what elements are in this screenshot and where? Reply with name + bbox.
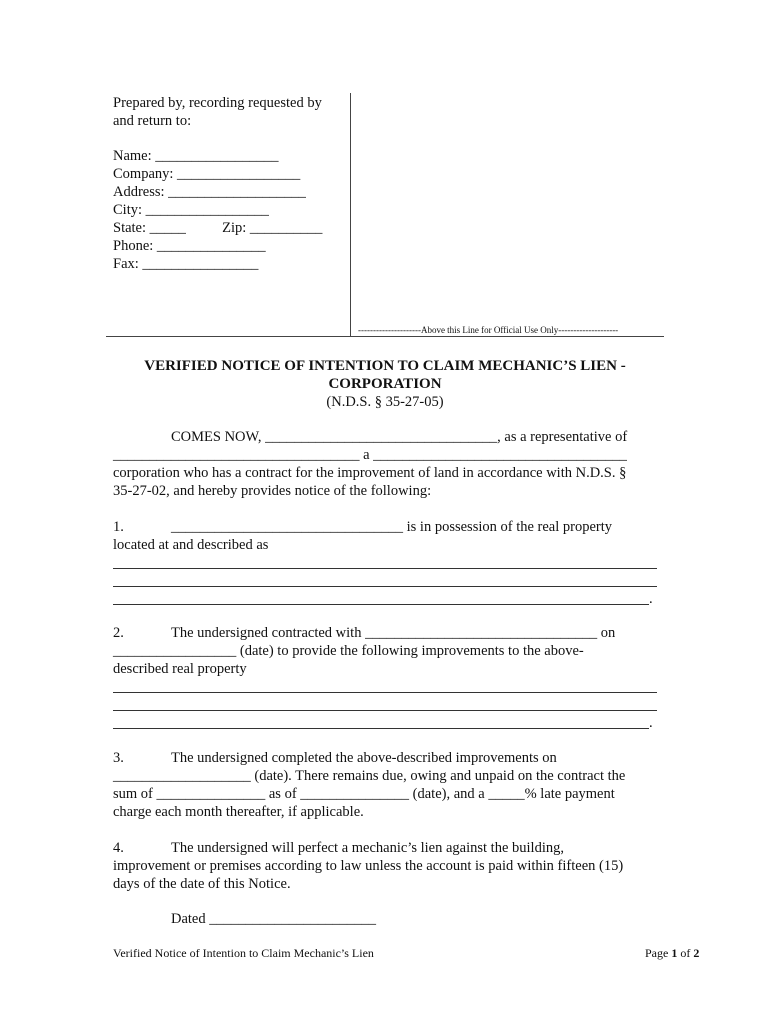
- header-divider-vertical: [350, 93, 351, 336]
- intro-line4: 35-27-02, and hereby provides notice of the following:: [113, 483, 432, 499]
- section3-line4: charge each month thereafter, if applicable.: [113, 804, 364, 820]
- intro-line2: __________________________________ a ___________________________________: [113, 447, 627, 463]
- fax-field: Fax: ________________: [113, 256, 259, 272]
- page-indicator: [645, 946, 699, 961]
- phone-field: Phone: _______________: [113, 238, 266, 254]
- section2-line1: The undersigned contracted with ________________________________ on: [171, 625, 616, 641]
- page-of: of: [677, 946, 694, 960]
- section4-line1: The undersigned will perfect a mechanic’s lien against the building,: [171, 840, 564, 856]
- section3-number: 3.: [113, 750, 124, 766]
- statute-reference: (N.D.S. § 35-27-05): [326, 394, 444, 410]
- document-title-line2: CORPORATION: [328, 376, 442, 392]
- section4-number: 4.: [113, 840, 124, 856]
- section2-line3: described real property: [113, 661, 247, 677]
- section1-line2: located at and described as: [113, 537, 269, 553]
- document-title-line1: VERIFIED NOTICE OF INTENTION TO CLAIM MECHANIC’S LIEN -: [144, 358, 626, 374]
- section4-line3: days of the date of this Notice.: [113, 876, 291, 892]
- company-field: Company: _________________: [113, 166, 301, 182]
- intro-line1: COMES NOW, ________________________________, as a representative of: [171, 429, 628, 445]
- section1-blank-line: [113, 604, 649, 605]
- section2-line2: _________________ (date) to provide the following improvements to the above-: [113, 643, 584, 659]
- intro-line3: corporation who has a contract for the improvement of land in accordance with N.D.S. §: [113, 465, 627, 481]
- section1-number: 1.: [113, 519, 124, 535]
- address-field: Address: ___________________: [113, 184, 306, 200]
- section3-line3: sum of _______________ as of _______________ (date), and a _____% late payment: [113, 786, 615, 802]
- dated-field: Dated _______________________: [171, 911, 376, 927]
- section2-blank-line: [113, 692, 657, 693]
- section1-period: .: [649, 591, 653, 607]
- section3-line2: ___________________ (date). There remains due, owing and unpaid on the contract the: [113, 768, 626, 784]
- prepared-by-label: Prepared by, recording requested by: [113, 95, 322, 111]
- section1-blank-line: [113, 568, 657, 569]
- header-divider-horizontal: [106, 336, 664, 337]
- return-to-label: and return to:: [113, 113, 192, 129]
- page-prefix: Page: [645, 946, 672, 960]
- footer-document-name: Verified Notice of Intention to Claim Mechanic’s Lien: [113, 946, 374, 960]
- section2-blank-line: [113, 710, 657, 711]
- section2-blank-line: [113, 728, 649, 729]
- section3-line1: The undersigned completed the above-described improvements on: [171, 750, 557, 766]
- section2-period: .: [649, 715, 653, 731]
- city-field: City: _________________: [113, 202, 269, 218]
- official-use-label: ---------------------Above this Line for Official Use Only--------------------: [358, 325, 619, 335]
- section1-line1: ________________________________ is in possession of the real property: [171, 519, 613, 535]
- state-zip-field: State: _____ Zip: __________: [113, 220, 323, 236]
- page-current: 1: [671, 946, 678, 960]
- page-total: 2: [693, 946, 700, 960]
- name-field: Name: _________________: [113, 148, 279, 164]
- section4-line2: improvement or premises according to law unless the account is paid within fifteen (15): [113, 858, 624, 874]
- section2-number: 2.: [113, 625, 124, 641]
- section1-blank-line: [113, 586, 657, 587]
